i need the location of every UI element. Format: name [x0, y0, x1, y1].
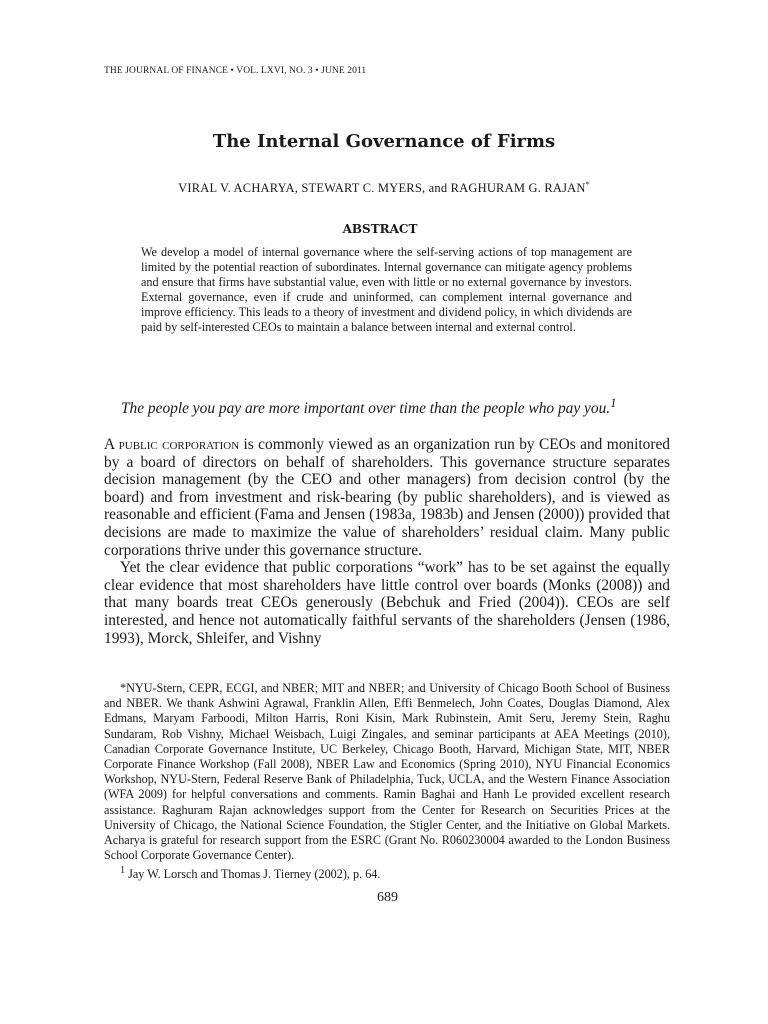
- author-names: VIRAL V. ACHARYA, STEWART C. MYERS, and RAGHURAM G. RAJAN: [178, 181, 586, 196]
- footnotes: [104, 681, 670, 883]
- abstract-heading: ABSTRACT: [342, 222, 418, 236]
- body-text: [104, 436, 670, 647]
- running-head: THE JOURNAL OF FINANCE • VOL. LXVI, NO. 3 • JUNE 2011: [104, 66, 367, 76]
- paragraph-1: [104, 436, 670, 559]
- author-list: [0, 180, 768, 196]
- footnote-1: [104, 863, 670, 882]
- paragraph-lead-smallcaps: A public corporation: [104, 436, 240, 453]
- epigraph-quote: The people you pay are more important over time than the people who pay you.: [121, 400, 611, 418]
- footnote-1-text: Jay W. Lorsch and Thomas J. Tierney (2002), p. 64.: [125, 867, 381, 882]
- paragraph-2: Yet the clear evidence that public corporations “work” has to be set against the equally clear evidence that most shareholders have little control over boards (Monks (2008)) and that many boards treat CEOs generously (Bebchuk and Fried (2004)). CEOs are self interested, and hence not automatically faithful servants of the shareholders (Jensen (1986, 1993), Morck, Shleifer, and Vishny: [104, 559, 670, 647]
- page-number: 689: [377, 890, 398, 905]
- footnote-affiliations: *NYU-Stern, CEPR, ECGI, and NBER; MIT and NBER; and University of Chicago Booth School of Business and NBER. We thank Ashwini Agrawal, Franklin Allen, Effi Benmelech, John Coates, Douglas Diamond, Alex Edmans, Maryam Farboodi, Milton Harris, Roni Kisin, Mark Rubinstein, Amit Seru, Jeremy Stein, Raghu Sundaram, Rob Vishny, Michael Weisbach, Luigi Zingales, and seminar participants at AEA Meetings (2010), Canadian Corporate Governance Institute, UC Berkeley, Chicago Booth, Harvard, Michigan State, MIT, NBER Corporate Finance Workshop (Fall 2008), NBER Law and Economics (Spring 2010), NYU Financial Economics Workshop, NYU-Stern, Federal Reserve Bank of Philadelphia, Tuck, UCLA, and the Western Finance Association (WFA 2009) for helpful conversations and comments. Ramin Baghai and Hanh Le provided excellent research assistance. Raghuram Rajan acknowledges support from the Center for Research on Securities Prices at the University of Chicago, the National Science Foundation, the Stigler Center, and the Initiative on Global Markets. Acharya is grateful for research support from the ESRC (Grant No. R060230004 awarded to the London Business School Corporate Governance Center).: [104, 681, 670, 863]
- epigraph-footnote-mark: 1: [610, 396, 617, 410]
- paragraph-1-text: is commonly viewed as an organization run by CEOs and monitored by a board of directors on behalf of shareholders. This governance structure separates decision management (by the CEO and other managers) from decision control (by the board) and from investment and risk-bearing (by public shareholders), and is viewed as reasonable and efficient (Fama and Jensen (1983a, 1983b) and Jensen (2000)) provided that decisions are made to maximize the value of shareholders’ residual claim. Many public corporations thrive under this governance structure.: [104, 436, 670, 559]
- epigraph: [121, 395, 651, 417]
- article-title: The Internal Governance of Firms: [212, 131, 556, 152]
- footnote-1-mark: 1: [120, 865, 126, 877]
- author-footnote-mark: *: [585, 180, 590, 189]
- abstract-text: We develop a model of internal governance where the self-serving actions of top management are limited by the potential reaction of subordinates. Internal governance can mitigate agency problems and ensure that firms have substantial value, even with little or no external governance by investors. External governance, even if crude and uninformed, can complement internal governance and improve efficiency. This leads to a theory of investment and dividend policy, in which dividends are paid by self-interested CEOs to maintain a balance between internal and external control.: [141, 245, 632, 334]
